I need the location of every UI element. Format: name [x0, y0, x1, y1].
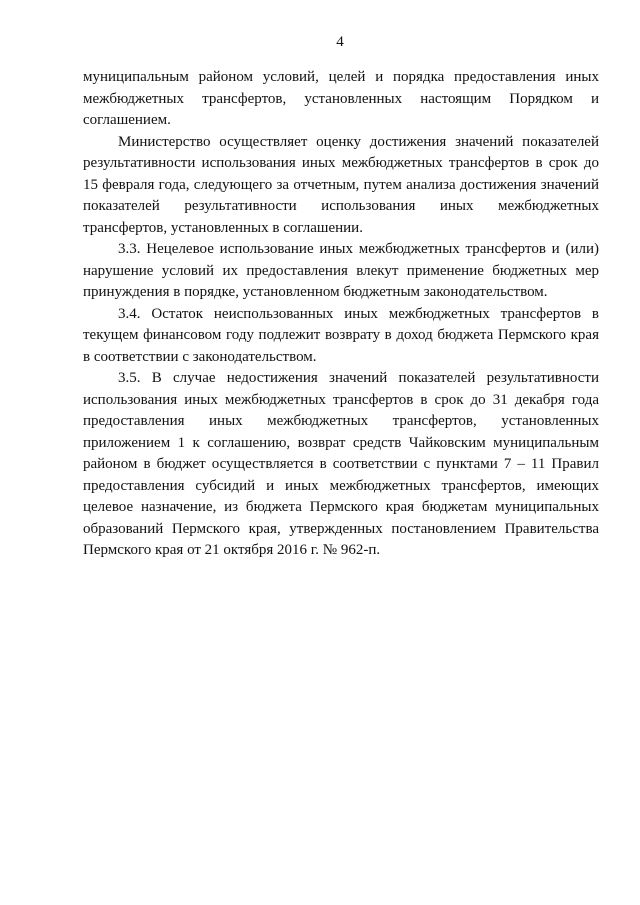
paragraph-3-5: 3.5. В случае недостижения значений показателей результативности использования иных межбюджетных трансфертов в срок до 31 декабря года предоставления иных межбюджетных трансфертов, установленных приложением 1 к соглашению, возврат средств Чайковским муниципальным районом в бюджет осуществляется в соответствии с пунктами 7 – 11 Правил предоставления субсидий и иных межбюджетных трансфертов, имеющих целевое назначение, из бюджета Пермского края бюджетам муниципальных образований Пермского края, утвержденных постановлением Правительства Пермского края от 21 октября 2016 г. № 962-п.: [83, 370, 599, 558]
page-number: 4: [336, 34, 344, 50]
paragraph-3-4: 3.4. Остаток неиспользованных иных межбюджетных трансфертов в текущем финансовом году подлежит возврату в доход бюджета Пермского края в соответствии с законодательством.: [83, 305, 599, 365]
document-body: [83, 67, 599, 562]
paragraph-continuation: муниципальным районом условий, целей и порядка предоставления иных межбюджетных трансфертов, установленных настоящим Порядком и соглашением.: [83, 69, 599, 128]
paragraph-ministry-evaluation: Министерство осуществляет оценку достижения значений показателей результативности использования иных межбюджетных трансфертов в срок до 15 февраля года, следующего за отчетным, путем анализа достижения значений показателей результативности использования иных межбюджетных трансфертов, установленных в соглашении.: [83, 133, 599, 236]
paragraph-3-3: 3.3. Нецелевое использование иных межбюджетных трансфертов и (или) нарушение условий их предоставления влекут применение бюджетных мер принуждения в порядке, установленном бюджетным законодательством.: [83, 241, 599, 300]
